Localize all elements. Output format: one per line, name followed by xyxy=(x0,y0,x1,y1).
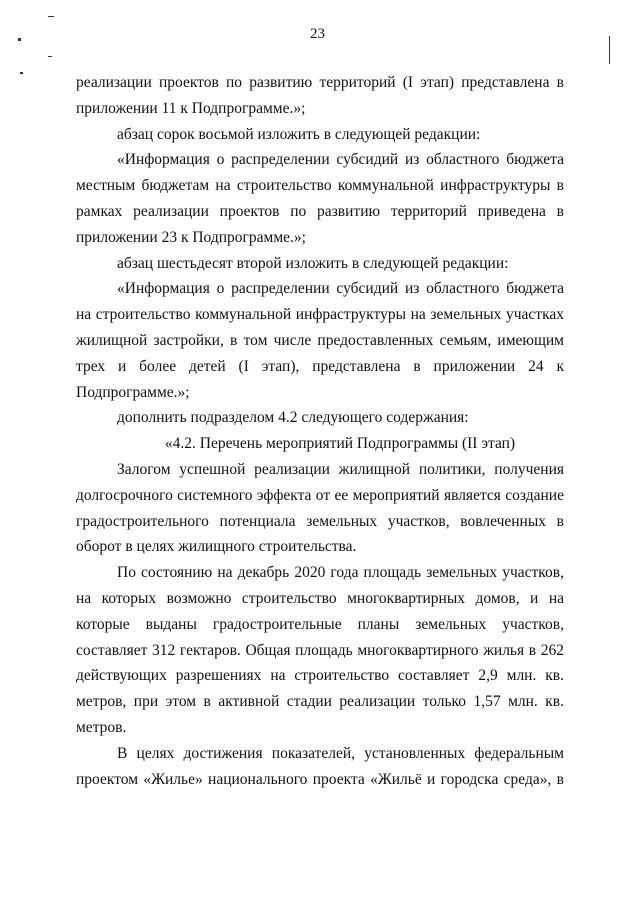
paragraph: абзац шестьдесят второй изложить в следующей редакции: xyxy=(117,254,509,272)
scan-mark-right xyxy=(609,36,610,64)
scan-mark-top xyxy=(48,16,54,17)
section-heading: «4.2. Перечень мероприятий Подпрограммы (II этап) xyxy=(164,435,516,453)
paragraph: реализации проектов по развитию территорий (I этап) представлена в приложении 11 к Подпрограмме.»; xyxy=(76,74,564,117)
scan-mark-left xyxy=(18,38,21,41)
paragraph: дополнить подразделом 4.2 следующего содержания: xyxy=(117,409,469,427)
page-number: 23 xyxy=(310,26,325,42)
document-body xyxy=(76,70,564,792)
scan-mark-left-3 xyxy=(20,72,23,74)
paragraph: В целях достижения показателей, установленных федеральным проектом «Жилье» национального проекта «Жильё и городска среда», в xyxy=(76,744,564,788)
paragraph: абзац сорок восьмой изложить в следующей редакции: xyxy=(117,125,481,143)
scan-mark-left-2 xyxy=(48,56,52,57)
paragraph: «Информация о распределении субсидий из областного бюджета местным бюджетам на строительство коммунальной инфраструктуры в рамках реализации проектов по развитию территорий приведена в приложении 23 к Подпрограмме.»; xyxy=(76,151,564,246)
paragraph: «Информация о распределении субсидий из областного бюджета на строительство коммунальной инфраструктуры на земельных участках жилищной застройки, в том числе предоставленных семьям, имеющим трех и более детей (I этап), представлена в приложении 24 к Подпрограмме.»; xyxy=(76,280,564,401)
paragraph: По состоянию на декабрь 2020 года площадь земельных участков, на которых возможно строительство многоквартирных домов, и на которые выданы градостроительные планы земельных участков, составляет 312 гектаров. Общая площадь многоквартирного жилья в 262 действующих разрешениях на строительство составляет 2,9 млн. кв. метров, при этом в активной стадии реализации только 1,57 млн. кв. метров. xyxy=(76,564,564,736)
paragraph: Залогом успешной реализации жилищной политики, получения долгосрочного системного эффекта от ее мероприятий является создание градостроительного потенциала земельных участков, вовлеченных в оборот в целях жилищного строительства. xyxy=(76,460,564,556)
